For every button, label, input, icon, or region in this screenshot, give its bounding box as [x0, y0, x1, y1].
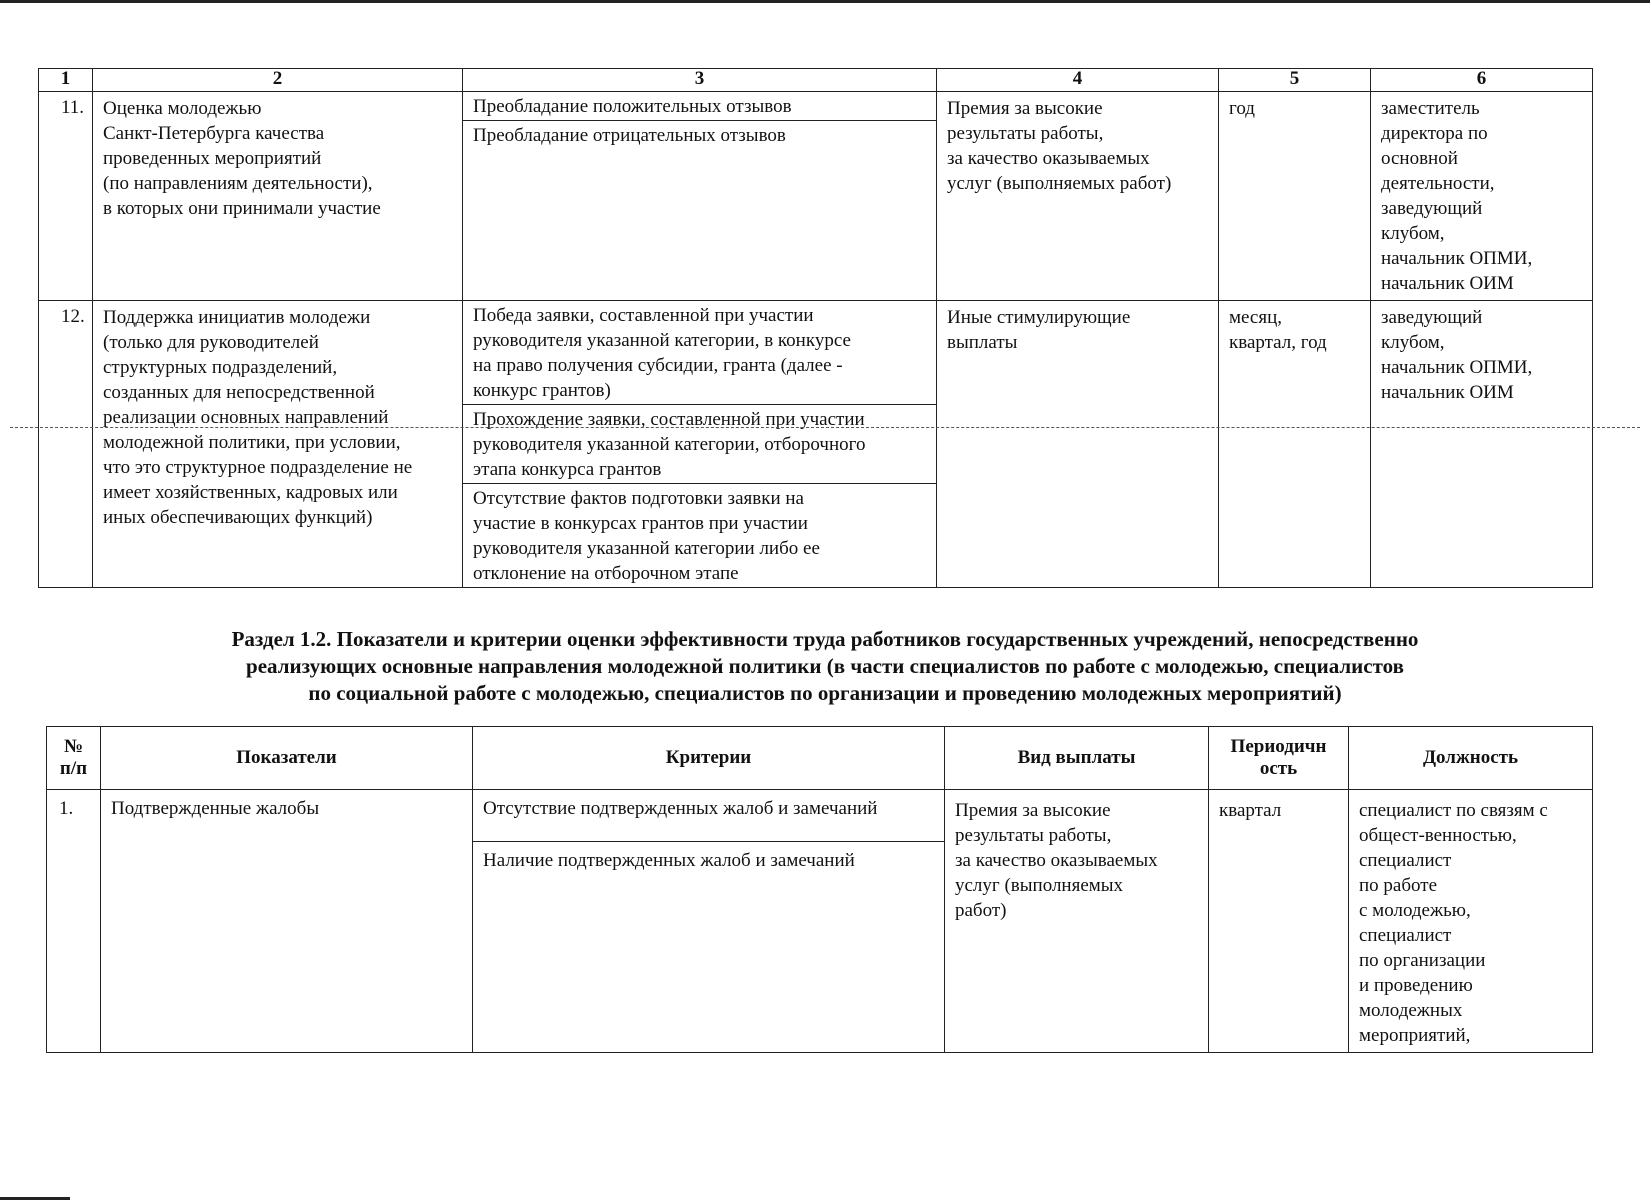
- position-text: специалист по связям с: [1359, 800, 1548, 821]
- criterion-text: руководителя указанной категории, отборочного: [473, 434, 866, 455]
- position-cell: [1349, 790, 1593, 1053]
- criterion-text: Преобладание положительных отзывов: [473, 96, 792, 117]
- position-text: клубом,: [1381, 332, 1445, 353]
- position-text: заведующий: [1381, 307, 1483, 328]
- criteria-cell: [463, 92, 937, 301]
- period-cell: [1219, 92, 1371, 301]
- criterion: [463, 405, 936, 484]
- period-text: год: [1229, 98, 1255, 119]
- criterion: [463, 121, 936, 149]
- indicator-text: молодежной политики, при условии,: [103, 432, 401, 453]
- criterion-text: Отсутствие фактов подготовки заявки на: [473, 488, 804, 509]
- column-header-number: № п/п: [47, 727, 101, 790]
- position-text: по работе: [1359, 875, 1438, 896]
- position-text: начальник ОПМИ,: [1381, 248, 1533, 269]
- indicator-cell: [93, 301, 463, 588]
- criterion-text: отклонение на отборочном этапе: [473, 563, 739, 584]
- criterion: [463, 92, 936, 121]
- criterion: [463, 484, 936, 587]
- payment-text: работ): [955, 900, 1007, 921]
- position-text: молодежных: [1359, 1000, 1463, 1021]
- payment-text: услуг (выполняемых работ): [947, 173, 1172, 194]
- position-text: начальник ОИМ: [1381, 382, 1514, 403]
- payment-text: Премия за высокие: [955, 800, 1111, 821]
- column-number: 6: [1371, 69, 1593, 92]
- row-number: 12.: [61, 306, 85, 327]
- column-header-payment-type: Вид выплаты: [945, 727, 1209, 790]
- criteria-table-section-1-2: [46, 726, 1593, 1053]
- criterion-text: руководителя указанной категории либо ее: [473, 538, 820, 559]
- payment-text: за качество оказываемых: [947, 148, 1150, 169]
- criterion-text: Отсутствие подтвержденных жалоб и замечаний: [483, 798, 878, 819]
- column-header-period: Периодичн ость: [1209, 727, 1349, 790]
- indicator-text: (по направлениям деятельности),: [103, 173, 373, 194]
- indicator-text: Санкт-Петербурга качества: [103, 123, 325, 144]
- position-text: начальник ОПМИ,: [1381, 357, 1533, 378]
- row-number: 1.: [59, 798, 74, 819]
- criteria-cell: [473, 790, 945, 1053]
- indicator-text: что это структурное подразделение не: [103, 457, 413, 478]
- payment-text: результаты работы,: [947, 123, 1104, 144]
- position-cell: [1371, 301, 1593, 588]
- row-number-cell: [47, 790, 101, 1053]
- indicator-text: Оценка молодежью: [103, 98, 262, 119]
- position-text: заместитель: [1381, 98, 1480, 119]
- criterion-text: руководителя указанной категории, в конкурсе: [473, 330, 851, 351]
- row-number: 11.: [61, 97, 85, 118]
- indicator-cell: [101, 790, 473, 1053]
- position-text: мероприятий,: [1359, 1025, 1471, 1046]
- column-number-row: [39, 69, 1593, 92]
- position-text: по организации: [1359, 950, 1486, 971]
- section-heading-line: по социальной работе с молодежью, специалистов по организации и проведению молодежных мероприятий): [308, 681, 1342, 705]
- column-header-indicators: Показатели: [101, 727, 473, 790]
- criterion-text: Прохождение заявки, составленной при участии: [473, 409, 865, 430]
- scan-top-edge: [0, 0, 1650, 3]
- payment-text: услуг (выполняемых: [955, 875, 1124, 896]
- criterion-text: участие в конкурсах грантов при участии: [473, 513, 808, 534]
- indicator-text: созданных для непосредственной: [103, 382, 375, 403]
- payment-text: за качество оказываемых: [955, 850, 1158, 871]
- indicator-text: реализации основных направлений: [103, 407, 389, 428]
- period-text: месяц,: [1229, 307, 1283, 328]
- column-number: 5: [1219, 69, 1371, 92]
- row-number-cell: [39, 92, 93, 301]
- position-text: общест-венностью,: [1359, 825, 1517, 846]
- position-text: заведующий: [1381, 198, 1483, 219]
- table-row: [39, 301, 1593, 588]
- position-text: с молодежью,: [1359, 900, 1471, 921]
- position-text: специалист: [1359, 850, 1452, 871]
- position-text: специалист: [1359, 925, 1452, 946]
- criterion-text: этапа конкурса грантов: [473, 459, 662, 480]
- row-number-cell: [39, 301, 93, 588]
- column-number: 3: [463, 69, 937, 92]
- payment-text: Премия за высокие: [947, 98, 1103, 119]
- column-header-criteria: Критерии: [473, 727, 945, 790]
- indicator-text: (только для руководителей: [103, 332, 319, 353]
- period-cell: [1219, 301, 1371, 588]
- period-text: квартал: [1219, 800, 1282, 821]
- header-row: [47, 727, 1593, 790]
- indicator-text: имеет хозяйственных, кадровых или: [103, 482, 398, 503]
- indicator-cell: [93, 92, 463, 301]
- table-row: [39, 92, 1593, 301]
- period-cell: [1209, 790, 1349, 1053]
- position-text: и проведению: [1359, 975, 1473, 996]
- section-heading-line: реализующих основные направления молодежной политики (в части специалистов по работе с молодежью, специалистов: [246, 654, 1404, 678]
- payment-text: выплаты: [947, 332, 1018, 353]
- indicator-text: Подтвержденные жалобы: [111, 798, 320, 819]
- position-text: основной: [1381, 148, 1458, 169]
- criterion: [473, 842, 944, 874]
- position-text: деятельности,: [1381, 173, 1495, 194]
- criterion: [463, 301, 936, 405]
- column-number: 1: [39, 69, 93, 92]
- indicator-text: проведенных мероприятий: [103, 148, 322, 169]
- payment-type-cell: [937, 301, 1219, 588]
- criterion-text: Преобладание отрицательных отзывов: [473, 125, 786, 146]
- indicator-text: Поддержка инициатив молодежи: [103, 307, 371, 328]
- payment-text: Иные стимулирующие: [947, 307, 1131, 328]
- criterion: [473, 790, 944, 842]
- column-header-position: Должность: [1349, 727, 1593, 790]
- column-number: 4: [937, 69, 1219, 92]
- position-text: начальник ОИМ: [1381, 273, 1514, 294]
- criteria-cell: [463, 301, 937, 588]
- criteria-table-continued: [38, 68, 1593, 588]
- criterion-text: на право получения субсидии, гранта (далее -: [473, 355, 843, 376]
- criterion-text: Победа заявки, составленной при участии: [473, 305, 814, 326]
- indicator-text: в которых они принимали участие: [103, 198, 381, 219]
- payment-text: результаты работы,: [955, 825, 1112, 846]
- column-number: 2: [93, 69, 463, 92]
- indicator-text: иных обеспечивающих функций): [103, 507, 373, 528]
- indicator-text: структурных подразделений,: [103, 357, 338, 378]
- position-cell: [1371, 92, 1593, 301]
- scan-fold-line: [10, 427, 1640, 428]
- payment-type-cell: [937, 92, 1219, 301]
- period-text: квартал, год: [1229, 332, 1327, 353]
- criterion-text: Наличие подтвержденных жалоб и замечаний: [483, 850, 855, 871]
- criterion-text: конкурс грантов): [473, 380, 611, 401]
- position-text: клубом,: [1381, 223, 1445, 244]
- position-text: директора по: [1381, 123, 1488, 144]
- section-heading: [50, 626, 1600, 707]
- payment-type-cell: [945, 790, 1209, 1053]
- table-row: [47, 790, 1593, 1053]
- section-heading-line: Раздел 1.2. Показатели и критерии оценки эффективности труда работников государственных учреждений, непосредственно: [231, 627, 1419, 651]
